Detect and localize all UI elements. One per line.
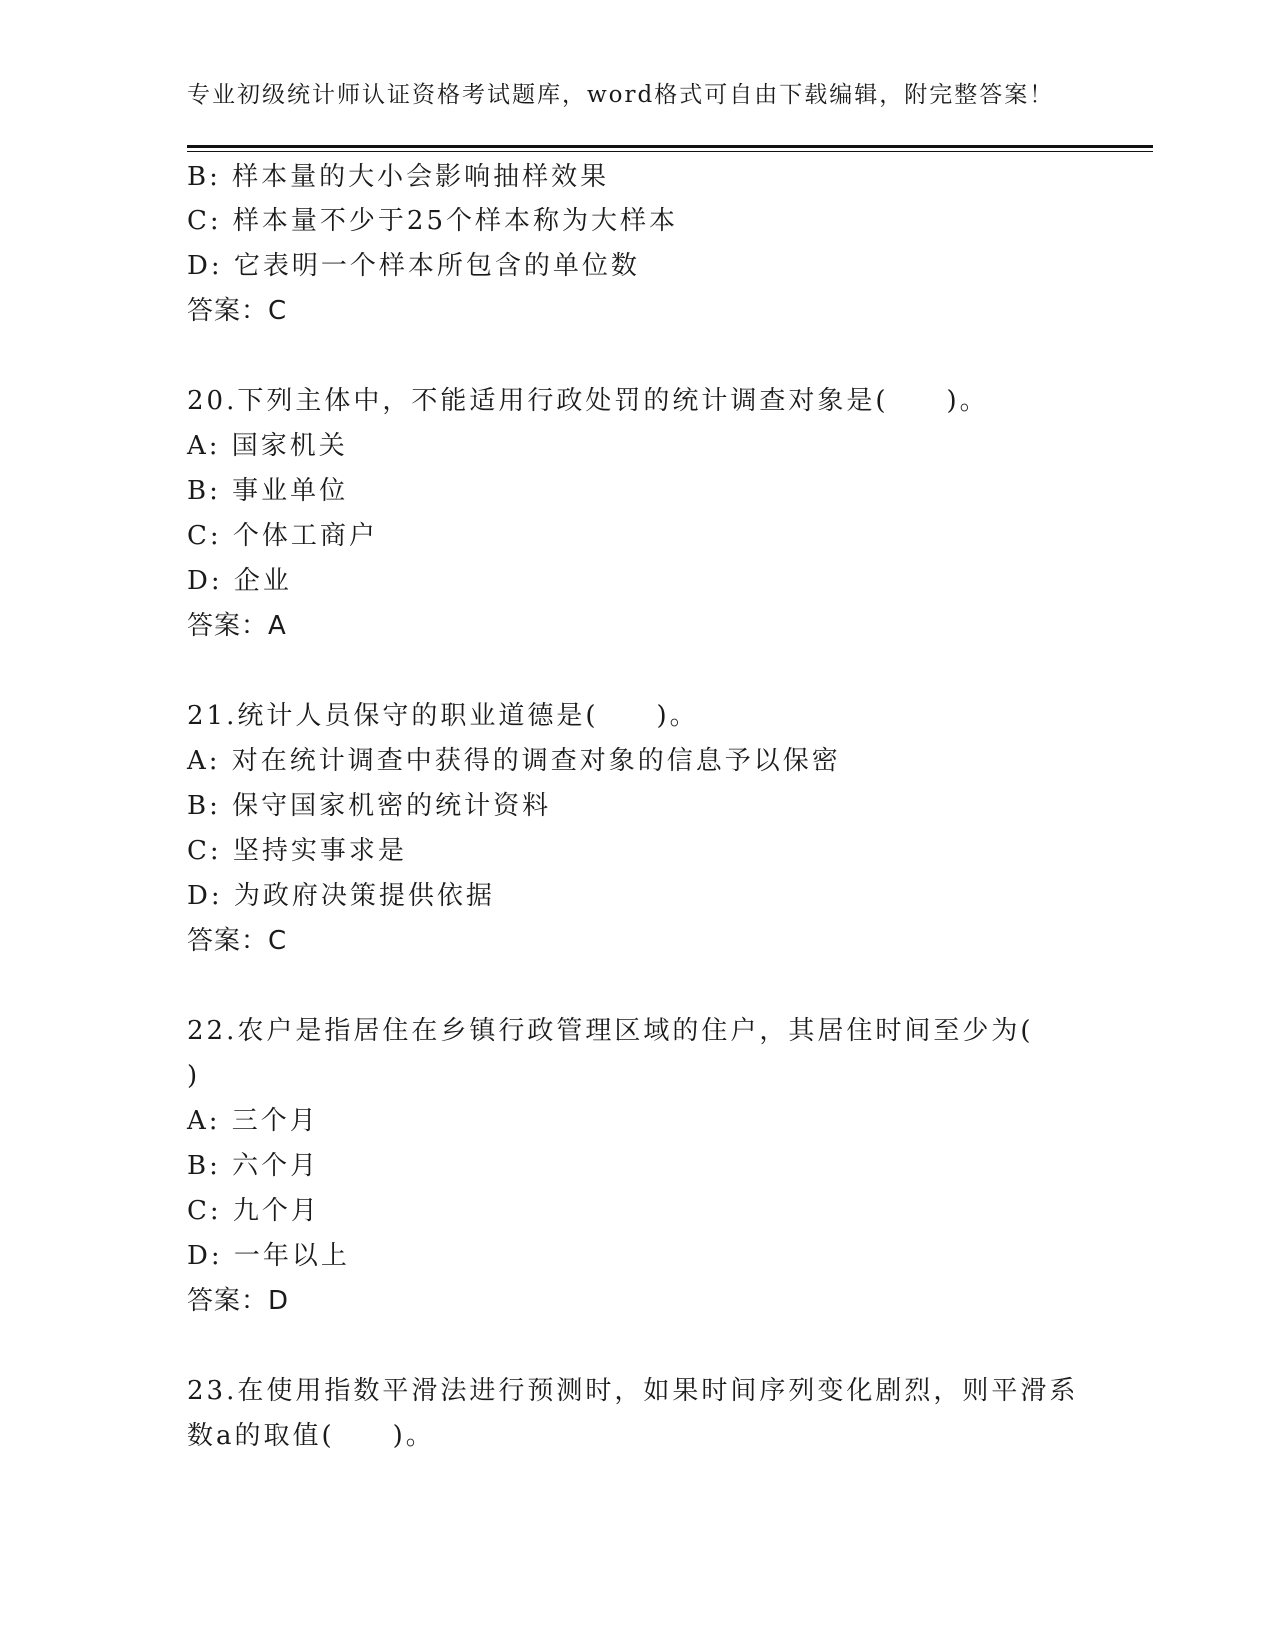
q22-question-line2: ) <box>187 1061 201 1091</box>
header-divider-thin <box>187 151 1153 152</box>
q21-option-c: C: 坚持实事求是 <box>187 836 407 866</box>
q21-answer: 答案：C <box>187 926 288 956</box>
q21-question: 21.统计人员保守的职业道德是( )。 <box>187 701 699 731</box>
q20-option-b: B: 事业单位 <box>187 476 349 506</box>
q21-option-b: B: 保守国家机密的统计资料 <box>187 791 552 821</box>
page-header: 专业初级统计师认证资格考试题库，word格式可自由下载编辑，附完整答案！ <box>187 82 1055 108</box>
q21-option-d: D: 为政府决策提供依据 <box>187 881 495 911</box>
q22-option-b: B: 六个月 <box>187 1151 320 1181</box>
q23-question-line2: 数a的取值( )。 <box>187 1421 435 1451</box>
q22-option-a: A: 三个月 <box>187 1106 319 1136</box>
q21-option-a: A: 对在统计调查中获得的调查对象的信息予以保密 <box>187 746 841 776</box>
q20-option-d: D: 企业 <box>187 566 292 596</box>
q19-option-d: D: 它表明一个样本所包含的单位数 <box>187 251 640 281</box>
q22-question-line1: 22.农户是指居住在乡镇行政管理区域的住户，其居住时间至少为( <box>187 1016 1034 1046</box>
q20-question: 20.下列主体中，不能适用行政处罚的统计调查对象是( )。 <box>187 386 989 416</box>
q20-answer: 答案：A <box>187 611 287 641</box>
q22-option-c: C: 九个月 <box>187 1196 320 1226</box>
q20-option-c: C: 个体工商户 <box>187 521 378 551</box>
q23-question-line1: 23.在使用指数平滑法进行预测时，如果时间序列变化剧烈，则平滑系 <box>187 1376 1079 1406</box>
q22-answer: 答案：D <box>187 1286 290 1316</box>
q20-option-a: A: 国家机关 <box>187 431 348 461</box>
q19-answer: 答案：C <box>187 296 288 326</box>
q19-option-b: B: 样本量的大小会影响抽样效果 <box>187 162 610 192</box>
q19-option-c: C: 样本量不少于25个样本称为大样本 <box>187 206 679 236</box>
q22-option-d: D: 一年以上 <box>187 1241 350 1271</box>
header-divider-thick <box>187 145 1153 148</box>
